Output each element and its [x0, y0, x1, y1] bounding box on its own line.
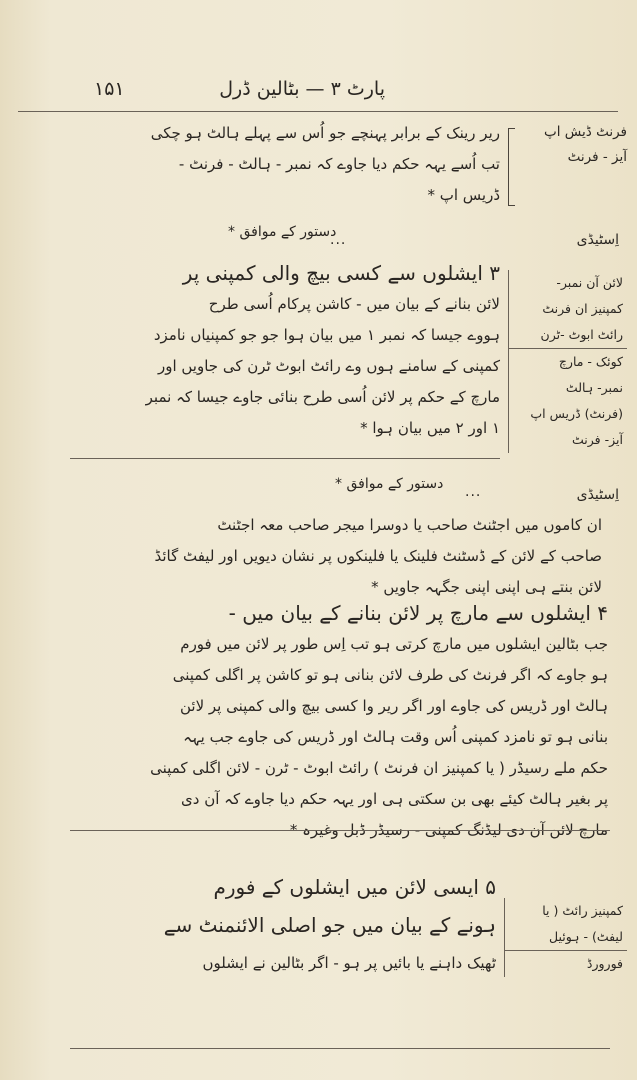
side-box-line: کمپنیز ان فرنٹ — [542, 301, 623, 316]
text-line: پر بغیر ہالٹ کیئے بھی بن سکتی ہی اور یہہ حکم دیا جاوے کہ آن دی — [181, 790, 608, 808]
text-line: ہو جاوے کہ اگر فرنٹ کی طرف لائن بنانی ہو تو کاشن پر اگلی کمپنی — [172, 666, 608, 684]
section-3-text — [70, 258, 500, 444]
section-heading: ۵ ایسی لائن میں ایشلوں کے فورم — [213, 875, 496, 899]
side-box-cell — [509, 270, 627, 349]
side-box-line: نمبر- ہالٹ — [565, 380, 623, 395]
side-box-line: لیفٹ) - ہوئیل — [548, 929, 623, 944]
text-line: ریر رینک کے برابر پہنچے جو اُس سے پہلے ہالٹ ہو چکی — [150, 124, 500, 142]
running-title: پارٹ ۳ — بٹالین ڈرل — [219, 78, 385, 100]
text-line: لائن بنانے کے بیان میں - کاشن پرکام اُسی طرح — [208, 295, 500, 313]
text-line: ہالٹ اور ڈریس کی جاوے اور اگر ریر وا کسی بیچ والی کمپنی پر لائن — [179, 697, 608, 715]
side-box-cell — [509, 349, 627, 453]
side-box-commands — [508, 270, 627, 453]
footer-rule — [70, 1048, 610, 1049]
text-line: ڈریس اپ * — [427, 186, 500, 204]
side-box-cell — [505, 898, 627, 951]
text-line: ۱ اور ۲ میں بیان ہوا * — [360, 419, 500, 437]
text-line: بنانی ہو تو نامزد کمپنی اُس وقت ہالٹ اور ڈریس کی جاوے جب یہہ — [183, 728, 608, 746]
side-bracket — [508, 128, 515, 206]
text-line: مارچ کے حکم پر لائن اُسی طرح بنائی جاوے جیسا کہ نمبر — [145, 388, 500, 406]
text-line: حکم ملے رسیڈر ( یا کمپنیز ان فرنٹ ) رائٹ ابوٹ - ٹرن - لائن اگلی کمپنی — [150, 759, 608, 777]
section-1-text — [78, 118, 500, 211]
standing-text: دستور کے موافق * — [335, 476, 444, 492]
side-box-line: آیز- فرنٹ — [572, 432, 623, 447]
section-heading: ہونے کے بیان میں جو اصلی الائنمنٹ سے — [163, 913, 496, 937]
standing-label: اِسٹیڈی — [576, 487, 619, 503]
standing-label: اِسٹیڈی — [576, 232, 619, 248]
underline — [70, 458, 500, 459]
side-box-cell — [505, 951, 627, 977]
text-line: مارچ لائن آن دی لیڈنگ کمپنی - رسیڈر ڈبل وغیرہ * — [289, 821, 608, 839]
text-line: کمپنی کے سامنے ہوں وے رائٹ ابوٹ ٹرن کی جاویں اور — [157, 357, 500, 375]
side-box-wheel — [504, 898, 627, 977]
page-header — [80, 78, 600, 108]
section-rule — [70, 830, 610, 831]
dots: ... — [330, 232, 347, 248]
officers-paragraph — [82, 510, 602, 603]
text-line: ہووے جیسا کہ نمبر ۱ میں بیان ہوا جو جو کمپنیاں نامزد — [153, 326, 500, 344]
text-line: ٹھیک داہنے یا بائیں پر ہو - اگر بٹالین نے ایشلوں — [202, 954, 496, 972]
text-line: صاحب کے لائن کے ڈسٹنٹ فلینک یا فلینکوں پر نشان دیویں اور لیفٹ گائڈ — [154, 547, 602, 565]
side-box-line: لائن آن نمبر- — [556, 275, 623, 290]
side-box-line: (فرنٹ) ڈریس اپ — [530, 406, 623, 421]
side-box-line: کمپنیز رائٹ ( یا — [542, 903, 623, 918]
section-5-text — [78, 868, 496, 982]
text-line: ان کاموں میں اجٹنٹ صاحب یا دوسرا میجر صاحب معہ اجٹنٹ — [217, 516, 602, 534]
side-box-line: کوئک - مارچ — [558, 354, 623, 369]
side-box-line: فورورڈ — [586, 956, 623, 971]
page-number: ۱۵۱ — [94, 78, 125, 100]
section-heading: ۳ ایشلوں سے کسی بیچ والی کمپنی پر — [182, 261, 500, 285]
side-label-line: فرنٹ ڈیش اپ — [544, 124, 627, 140]
header-rule — [18, 111, 618, 112]
side-label-line: آیز - فرنٹ — [567, 149, 627, 165]
section-4-text — [70, 598, 608, 846]
dots: ... — [465, 484, 482, 500]
text-line: تب اُسے یہہ حکم دیا جاوے کہ نمبر - ہالٹ - فرنٹ - — [178, 155, 500, 173]
side-label-front-dash-up — [512, 120, 627, 170]
text-line: جب بٹالین ایشلوں میں مارچ کرتی ہو تب اِس طور پر لائن میں فورم — [180, 635, 608, 653]
side-box-line: رائٹ ابوٹ -ٹرن — [540, 327, 623, 342]
section-heading: ۴ ایشلوں سے مارچ پر لائن بنانے کے بیان میں - — [228, 601, 608, 625]
standing-text: دستور کے موافق * — [228, 224, 337, 240]
text-line: لائن بنتے ہی اپنی اپنی جگہہ جاویں * — [371, 578, 602, 596]
